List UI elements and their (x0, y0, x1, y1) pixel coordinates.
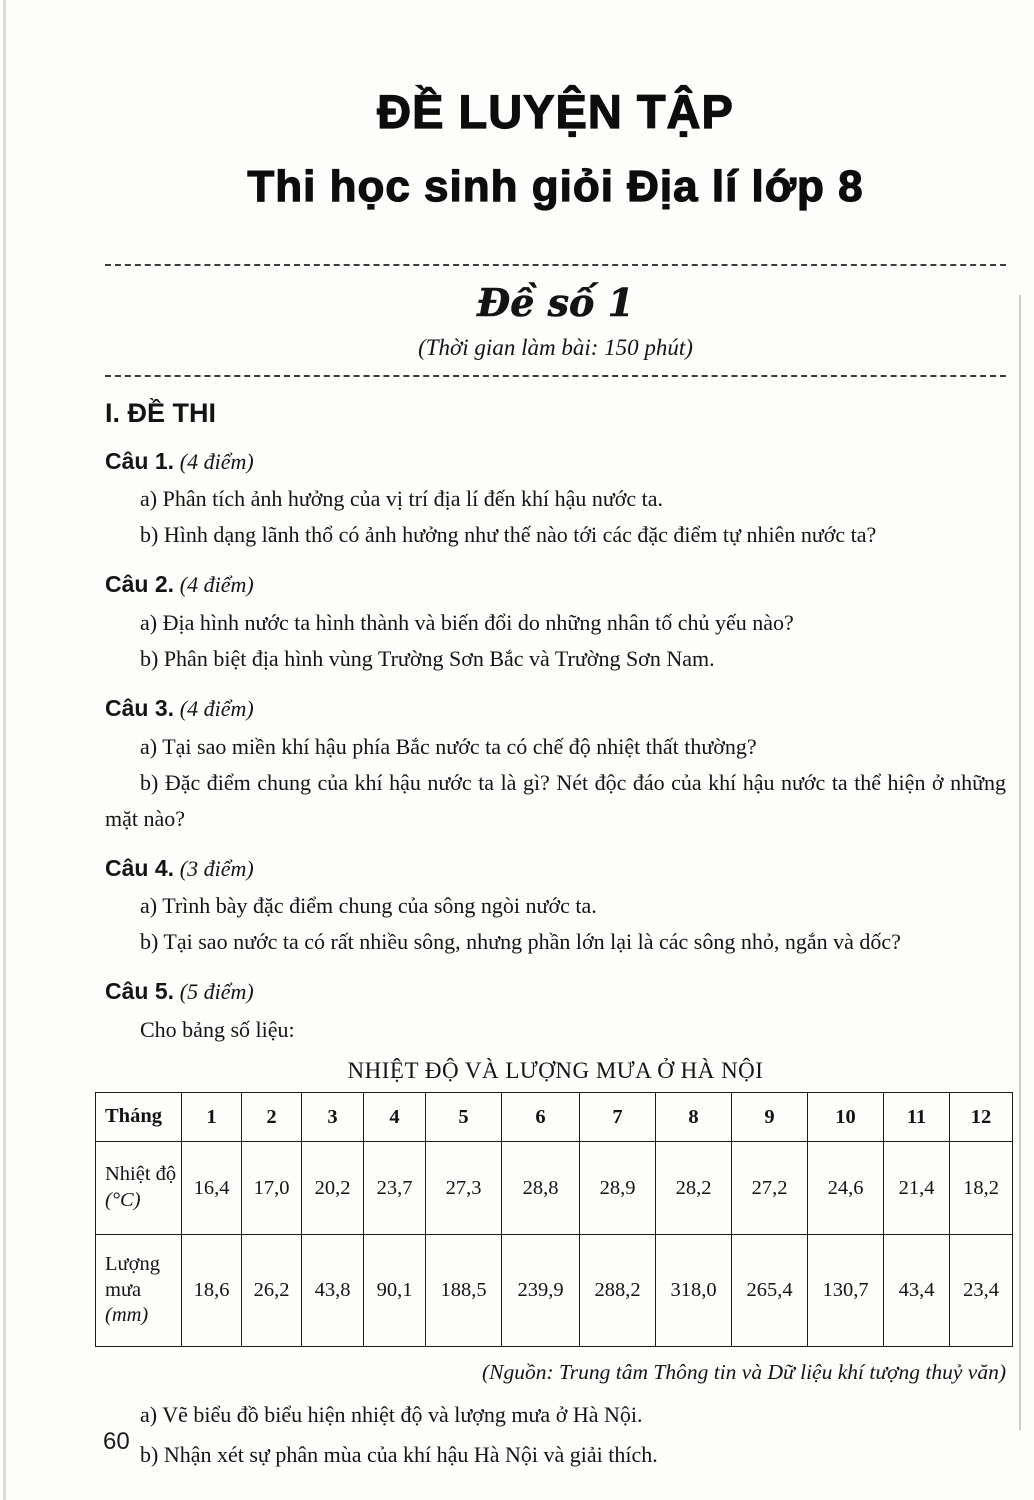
divider-dashed-top (105, 264, 1006, 266)
page-title: ĐỀ LUYỆN TẬP (377, 85, 734, 138)
question-heading (105, 444, 1006, 480)
question-part: a) Tại sao miền khí hậu phía Bắc nước ta có chế độ nhiệt thất thường? (140, 733, 757, 759)
question-label: Câu 3. (105, 695, 175, 722)
row-label: Lượng mưa (105, 1253, 160, 1301)
question-label: Câu 4. (105, 854, 175, 881)
table-cell: 17,0 (242, 1142, 302, 1235)
table-header-cell: 6 (502, 1093, 580, 1142)
question-heading (105, 567, 1006, 603)
table-cell: 20,2 (302, 1142, 364, 1235)
table-cell: 27,3 (426, 1142, 502, 1235)
table-cell: 130,7 (808, 1235, 884, 1347)
question-block-4 (105, 851, 1006, 961)
table-header-cell: 12 (950, 1093, 1013, 1142)
table-cell: 24,6 (808, 1142, 884, 1235)
row-label-cell (96, 1142, 182, 1235)
question-part: b) Hình dạng lãnh thổ có ảnh hưởng như thế nào tới các đặc điểm tự nhiên nước ta? (140, 522, 877, 548)
question-block-2 (105, 567, 1006, 677)
climate-data-table (95, 1092, 1013, 1347)
table-header-cell: 9 (732, 1093, 808, 1142)
question-points: (4 điểm) (179, 448, 254, 474)
table-header-cell: 8 (656, 1093, 732, 1142)
question-part: a) Phân tích ảnh hưởng của vị trí địa lí đến khí hậu nước ta. (140, 486, 664, 512)
table-cell: 26,2 (242, 1235, 302, 1347)
data-table-title: NHIỆT ĐỘ VÀ LƯỢNG MƯA Ở HÀ NỘI (347, 1058, 764, 1084)
table-cell: 16,4 (182, 1142, 242, 1235)
table-cell: 43,8 (302, 1235, 364, 1347)
table-cell: 239,9 (502, 1235, 580, 1347)
question-block-1 (105, 444, 1006, 554)
question-part: b) Phân biệt địa hình vùng Trường Sơn Bắc và Trường Sơn Nam. (140, 646, 715, 672)
question-heading (105, 974, 1006, 1010)
page-content (105, 0, 1006, 1475)
table-cell: 23,4 (950, 1235, 1013, 1347)
table-cell: 21,4 (884, 1142, 950, 1235)
table-header-cell: 7 (580, 1093, 656, 1142)
question-heading (105, 851, 1006, 887)
row-label-cell (96, 1235, 182, 1347)
question-part: a) Địa hình nước ta hình thành và biến đổi do những nhân tố chủ yếu nào? (140, 609, 794, 635)
table-cell: 265,4 (732, 1235, 808, 1347)
exam-duration: (Thời gian làm bài: 150 phút) (418, 334, 693, 360)
table-cell: 318,0 (656, 1235, 732, 1347)
table-header-cell: 2 (242, 1093, 302, 1142)
table-header-cell: 5 (426, 1093, 502, 1142)
divider-dashed-bottom (105, 375, 1006, 377)
table-header-cell: 11 (884, 1093, 950, 1142)
table-cell: 28,8 (502, 1142, 580, 1235)
table-cell: 27,2 (732, 1142, 808, 1235)
table-cell: 23,7 (364, 1142, 426, 1235)
question-label: Câu 5. (105, 978, 175, 1005)
task-item: b) Nhận xét sự phân mùa của khí hậu Hà Nội và giải thích. (140, 1442, 658, 1468)
table-cell: 28,2 (656, 1142, 732, 1235)
table-cell: 43,4 (884, 1235, 950, 1347)
question-part: b) Đặc điểm chung của khí hậu nước ta là gì? Nét độc đáo của khí hậu nước ta thể hiện ở những mặt nào? (105, 769, 1006, 831)
question-points: (3 điểm) (179, 855, 254, 881)
scan-edge-right (1019, 295, 1021, 1430)
page-number: 60 (103, 1428, 130, 1455)
question-block-5 (105, 974, 1006, 1048)
table-header-cell: 10 (808, 1093, 884, 1142)
question-part: b) Tại sao nước ta có rất nhiều sông, nhưng phần lớn lại là các sông nhỏ, ngắn và dốc? (140, 929, 901, 955)
table-cell: 18,2 (950, 1142, 1013, 1235)
table-header-cell: 3 (302, 1093, 364, 1142)
table-header-row (96, 1093, 1013, 1142)
question-part: a) Trình bày đặc điểm chung của sông ngòi nước ta. (140, 893, 597, 919)
data-source-note: (Nguồn: Trung tâm Thông tin và Dữ liệu khí tượng thuỷ văn) (481, 1360, 1006, 1385)
row-label: Nhiệt độ (105, 1163, 177, 1186)
question-label: Câu 1. (105, 447, 175, 474)
question-points: (4 điểm) (179, 572, 254, 598)
table-row-temperature (96, 1142, 1013, 1235)
table-cell: 28,9 (580, 1142, 656, 1235)
table-cell: 90,1 (364, 1235, 426, 1347)
table-cell: 188,5 (426, 1235, 502, 1347)
table-cell: 18,6 (182, 1235, 242, 1347)
question-points: (4 điểm) (179, 696, 254, 722)
exam-number-heading: Đề số 1 (476, 280, 635, 325)
task-item: a) Vẽ biểu đồ biểu hiện nhiệt độ và lượng mưa ở Hà Nội. (140, 1402, 643, 1427)
task-list (105, 1395, 1006, 1475)
question-block-3 (105, 691, 1006, 837)
question-heading (105, 691, 1006, 727)
table-row-rainfall (96, 1235, 1013, 1347)
page-subtitle: Thi học sinh giỏi Địa lí lớp 8 (247, 162, 864, 211)
table-header-cell: Tháng (96, 1093, 182, 1142)
question-part: Cho bảng số liệu: (140, 1016, 295, 1042)
table-header-cell: 4 (364, 1093, 426, 1142)
table-header-cell: 1 (182, 1093, 242, 1142)
scan-edge-left (3, 0, 6, 1500)
row-unit: (mm) (105, 1304, 149, 1327)
question-points: (5 điểm) (179, 979, 254, 1005)
table-cell: 288,2 (580, 1235, 656, 1347)
section-heading: I. ĐỀ THI (105, 398, 217, 429)
question-label: Câu 2. (105, 571, 175, 598)
row-unit: (°C) (105, 1189, 141, 1212)
